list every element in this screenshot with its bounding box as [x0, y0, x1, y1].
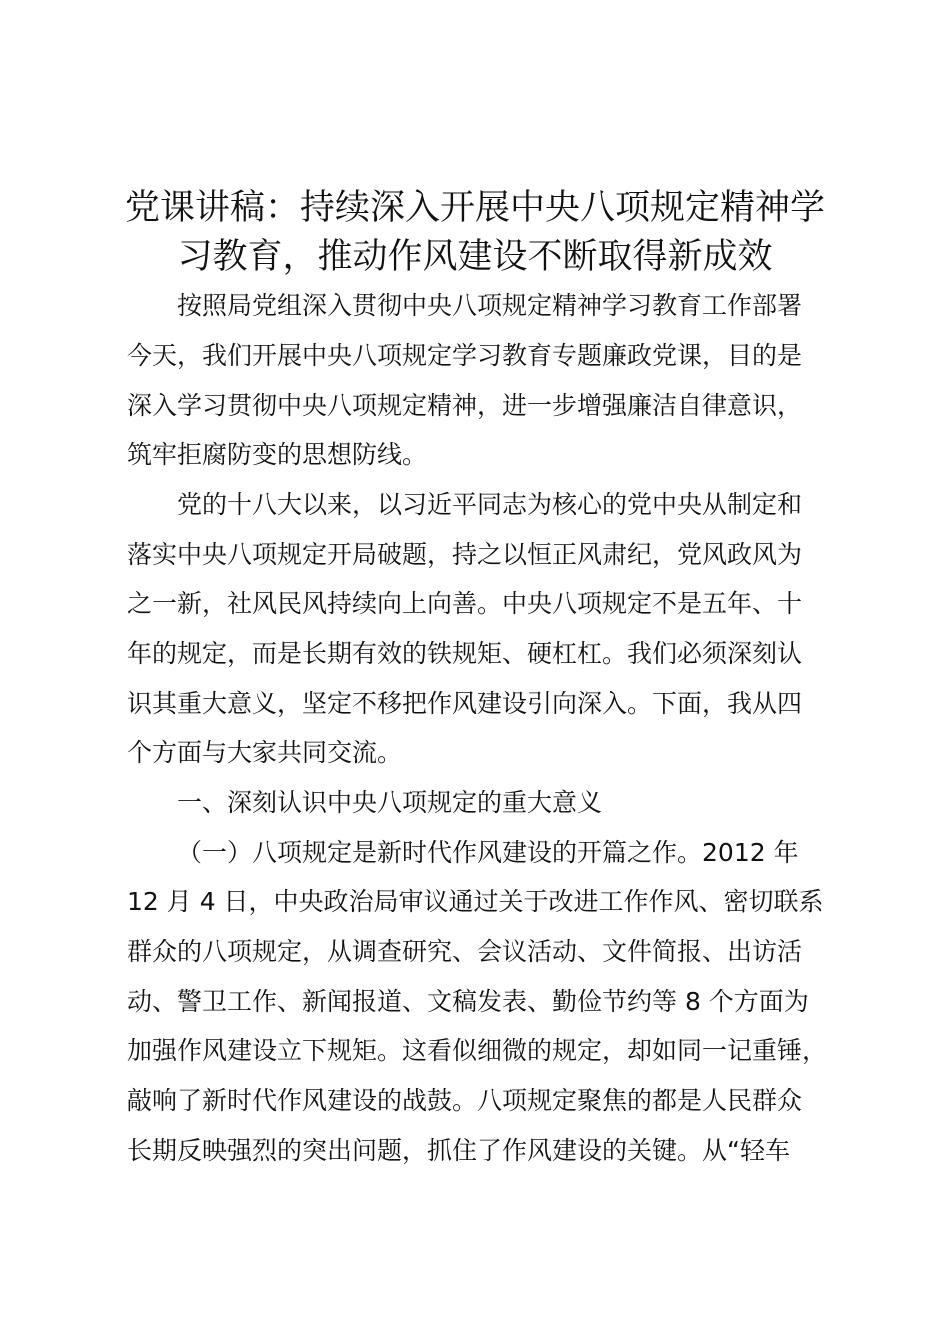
body-line: 按照局党组深入贯彻中央八项规定精神学习教育工作部署: [177, 291, 803, 320]
title-line-2: 习教育，推动作风建设不断取得新成效: [177, 237, 773, 277]
body-line: 识其重大意义，坚定不移把作风建设引向深入。下面，我从四: [127, 689, 803, 718]
body-line: 今天，我们开展中央八项规定学习教育专题廉政党课，目的是: [127, 341, 803, 370]
body-line: 深入学习贯彻中央八项规定精神，进一步增强廉洁自律意识，: [127, 391, 803, 420]
body-line: 个方面与大家共同交流。: [127, 738, 403, 767]
body-line: 加强作风建设立下规矩。这看似细微的规定，却如同一记重锤，: [127, 1036, 828, 1065]
body-line: 筑牢拒腐防变的思想防线。: [127, 440, 428, 469]
body-line: 敲响了新时代作风建设的战鼓。八项规定聚焦的都是人民群众: [127, 1086, 803, 1115]
body-line: 动、警卫工作、新闻报道、文稿发表、勤俭节约等 8 个方面为: [127, 987, 809, 1016]
body-line: 落实中央八项规定开局破题，持之以恒正风肃纪，党风政风为: [127, 540, 803, 569]
body-line: 党的十八大以来，以习近平同志为核心的党中央从制定和: [177, 490, 803, 519]
body-line: 12 月 4 日，中央政治局审议通过关于改进工作作风、密切联系: [127, 887, 824, 916]
body-line: （一）八项规定是新时代作风建设的开篇之作。2012 年: [177, 838, 799, 867]
body-line: 年的规定，而是长期有效的铁规矩、硬杠杠。我们必须深刻认: [127, 639, 803, 668]
body-line: 之一新，社风民风持续向上向善。中央八项规定不是五年、十: [127, 589, 803, 618]
section-heading: 一、深刻认识中央八项规定的重大意义: [177, 788, 603, 817]
body-line: 长期反映强烈的突出问题，抓住了作风建设的关键。从“轻车: [127, 1136, 790, 1165]
body-line: 群众的八项规定，从调查研究、会议活动、文件简报、出访活: [127, 937, 803, 966]
title-line-1: 党课讲稿：持续深入开展中央八项规定精神学: [124, 188, 825, 228]
